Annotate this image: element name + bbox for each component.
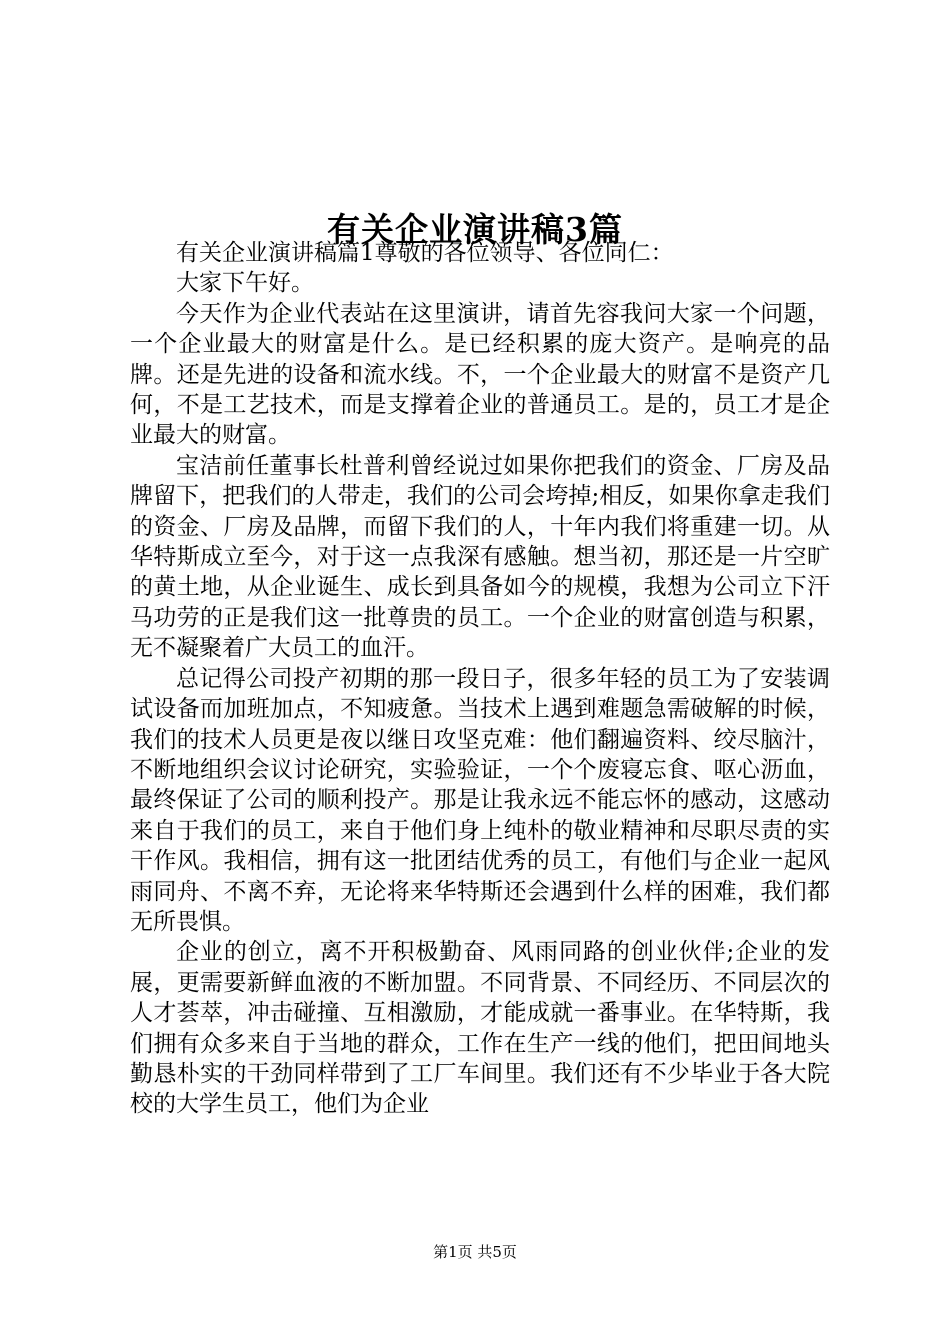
paragraph: 今天作为企业代表站在这里演讲，请首先容我问大家一个问题，一个企业最大的财富是什么。是已经积累的庞大资产。是响亮的品牌。还是先进的设备和流水线。不，一个企业最大的财富不是资产几何，不是工艺技术，而是支撑着企业的普通员工。是的，员工才是企业最大的财富。 — [130, 300, 830, 449]
paragraph: 宝洁前任董事长杜普利曾经说过如果你把我们的资金、厂房及品牌留下，把我们的人带走，我们的公司会垮掉;相反，如果你拿走我们的资金、厂房及品牌，而留下我们的人，十年内我们将重建一切。从华特斯成立至今，对于这一点我深有感触。想当初，那还是一片空旷的黄土地，从企业诞生、成长到具备如今的规模，我想为公司立下汗马功劳的正是我们这一批尊贵的员工。一个企业的财富创造与积累，无不凝聚着广大员工的血汗。 — [130, 452, 830, 662]
paragraph: 总记得公司投产初期的那一段日子，很多年轻的员工为了安装调试设备而加班加点，不知疲惫。当技术上遇到难题急需破解的时候，我们的技术人员更是夜以继日攻坚克难：他们翻遍资料、绞尽脑汁，不断地组织会议讨论研究，实验验证，一个个废寝忘食、呕心沥血，最终保证了公司的顺利投产。那是让我永远不能忘怀的感动，这感动来自于我们的员工，来自于他们身上纯朴的敬业精神和尽职尽责的实干作风。我相信，拥有这一批团结优秀的员工，有他们与企业一起风雨同舟、不离不弃，无论将来华特斯还会遇到什么样的困难，我们都无所畏惧。 — [130, 665, 830, 935]
paragraph: 企业的创立，离不开积极勤奋、风雨同路的创业伙伴;企业的发展，更需要新鲜血液的不断加盟。不同背景、不同经历、不同层次的人才荟萃，冲击碰撞、互相激励，才能成就一番事业。在华特斯，我们拥有众多来自于当地的群众，工作在生产一线的他们，把田间地头勤恳朴实的干劲同样带到了工厂车间里。我们还有不少毕业于各大院校的大学生员工，他们为企业 — [130, 939, 830, 1118]
page-footer: 第1页 共5页 — [433, 1243, 517, 1261]
document-body — [130, 238, 830, 1120]
paragraph: 大家下午好。 — [176, 270, 314, 297]
page-title: 有关企业演讲稿3篇 — [327, 210, 623, 250]
paragraph: 有关企业演讲稿篇1尊敬的各位领导、各位同仁： — [176, 240, 674, 266]
